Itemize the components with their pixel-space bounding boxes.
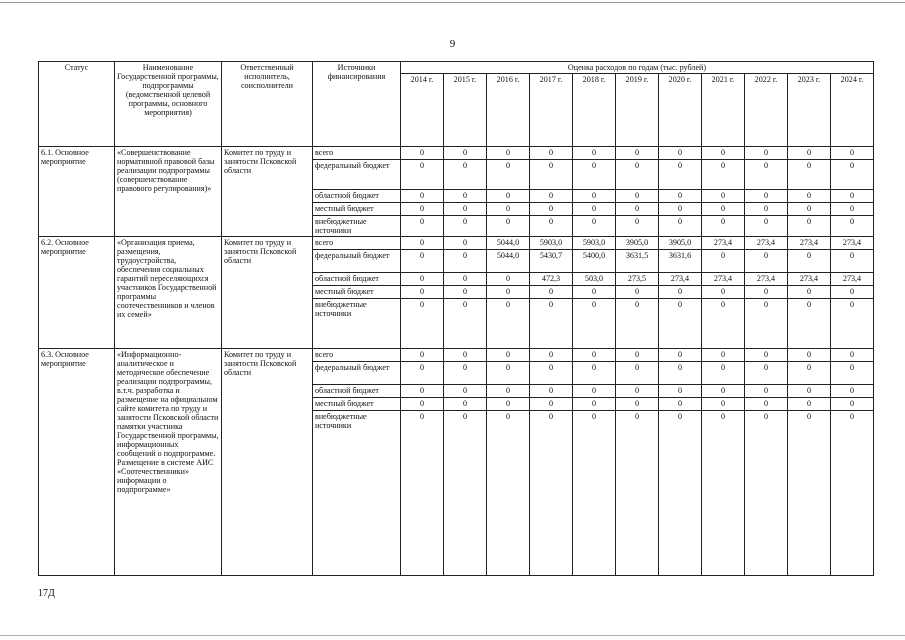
cell-value: 0 xyxy=(487,160,530,190)
cell-value: 0 xyxy=(487,147,530,160)
cell-value: 0 xyxy=(444,190,487,203)
cell-value: 0 xyxy=(702,160,745,190)
cell-value: 273,4 xyxy=(788,237,831,250)
cell-value: 0 xyxy=(401,216,444,237)
cell-value: 0 xyxy=(444,398,487,411)
header-executor: Ответственный исполнитель, соисполнители xyxy=(222,62,313,147)
cell-value: 5044,0 xyxy=(487,237,530,250)
cell-value: 0 xyxy=(487,273,530,286)
cell-value: 0 xyxy=(831,250,874,273)
row-source: всего xyxy=(313,349,401,362)
row-source: внебюджетные источники xyxy=(313,299,401,349)
cell-value: 0 xyxy=(573,349,616,362)
cell-value: 0 xyxy=(616,160,659,190)
cell-value: 0 xyxy=(831,203,874,216)
cell-value: 0 xyxy=(616,385,659,398)
cell-value: 0 xyxy=(702,362,745,385)
cell-value: 0 xyxy=(444,147,487,160)
cell-value: 0 xyxy=(444,286,487,299)
cell-value: 0 xyxy=(659,362,702,385)
budget-table xyxy=(38,61,874,576)
cell-value: 0 xyxy=(401,160,444,190)
header-estimate: Оценка расходов по годам (тыс. рублей) xyxy=(401,62,874,74)
cell-value: 0 xyxy=(487,190,530,203)
cell-value: 273,4 xyxy=(788,273,831,286)
cell-value: 0 xyxy=(487,216,530,237)
header-year: 2020 г. xyxy=(659,74,702,147)
cell-value: 0 xyxy=(573,398,616,411)
cell-value: 0 xyxy=(616,362,659,385)
cell-value: 3905,0 xyxy=(659,237,702,250)
cell-value: 472,3 xyxy=(530,273,573,286)
row-status: 6.3. Основное мероприятие xyxy=(39,349,115,576)
cell-value: 0 xyxy=(788,385,831,398)
cell-value: 0 xyxy=(616,411,659,576)
cell-value: 0 xyxy=(702,147,745,160)
cell-value: 0 xyxy=(530,286,573,299)
cell-value: 0 xyxy=(487,385,530,398)
row-name: «Информационно-аналитическое и методическое обеспечение реализации подпрограммы, в.т.ч. разработка и размещение на официальном сайте комитета по труду и занятости Псковской области памятки участника Государственной программы, информационных сообщений о подпрограмме. Размещение в системе АИС «Соотечественники» информации о подпрограмме» xyxy=(115,349,222,576)
cell-value: 273,4 xyxy=(745,237,788,250)
cell-value: 0 xyxy=(487,299,530,349)
cell-value: 0 xyxy=(788,299,831,349)
cell-value: 503,0 xyxy=(573,273,616,286)
header-year: 2022 г. xyxy=(745,74,788,147)
cell-value: 0 xyxy=(831,349,874,362)
cell-value: 0 xyxy=(573,299,616,349)
cell-value: 0 xyxy=(401,286,444,299)
cell-value: 0 xyxy=(702,190,745,203)
scan-edge-top xyxy=(0,2,905,3)
cell-value: 0 xyxy=(745,299,788,349)
cell-value: 5903,0 xyxy=(573,237,616,250)
cell-value: 0 xyxy=(401,299,444,349)
cell-value: 0 xyxy=(745,362,788,385)
cell-value: 0 xyxy=(616,190,659,203)
header-status: Статус xyxy=(39,62,115,147)
cell-value: 0 xyxy=(659,216,702,237)
cell-value: 273,4 xyxy=(831,237,874,250)
cell-value: 0 xyxy=(659,160,702,190)
cell-value: 0 xyxy=(616,398,659,411)
cell-value: 0 xyxy=(745,250,788,273)
row-name: «Организация приема, размещения, трудоустройства, обеспечения социальных гарантий переселяющихся участников Государственной программы соотечественников и членов их семей» xyxy=(115,237,222,349)
cell-value: 0 xyxy=(401,190,444,203)
cell-value: 273,4 xyxy=(745,273,788,286)
cell-value: 0 xyxy=(401,273,444,286)
cell-value: 0 xyxy=(573,203,616,216)
cell-value: 0 xyxy=(745,385,788,398)
cell-value: 0 xyxy=(444,349,487,362)
cell-value: 0 xyxy=(530,398,573,411)
cell-value: 0 xyxy=(788,190,831,203)
row-source: областной бюджет xyxy=(313,385,401,398)
cell-value: 0 xyxy=(401,385,444,398)
row-source: федеральный бюджет xyxy=(313,250,401,273)
cell-value: 0 xyxy=(702,203,745,216)
cell-value: 0 xyxy=(702,385,745,398)
cell-value: 273,4 xyxy=(702,273,745,286)
table-row xyxy=(39,237,874,250)
cell-value: 0 xyxy=(659,203,702,216)
cell-value: 0 xyxy=(659,349,702,362)
cell-value: 0 xyxy=(745,349,788,362)
header-year: 2016 г. xyxy=(487,74,530,147)
cell-value: 0 xyxy=(530,362,573,385)
page-number: 9 xyxy=(449,38,456,50)
header-year: 2024 г. xyxy=(831,74,874,147)
cell-value: 0 xyxy=(659,147,702,160)
cell-value: 273,4 xyxy=(702,237,745,250)
cell-value: 0 xyxy=(616,286,659,299)
header-year: 2018 г. xyxy=(573,74,616,147)
cell-value: 0 xyxy=(659,411,702,576)
cell-value: 0 xyxy=(530,299,573,349)
cell-value: 0 xyxy=(831,286,874,299)
cell-value: 0 xyxy=(444,250,487,273)
scan-edge-bottom xyxy=(0,635,905,636)
cell-value: 0 xyxy=(573,286,616,299)
cell-value: 0 xyxy=(444,237,487,250)
cell-value: 0 xyxy=(573,411,616,576)
cell-value: 0 xyxy=(831,385,874,398)
cell-value: 0 xyxy=(659,398,702,411)
cell-value: 0 xyxy=(573,147,616,160)
cell-value: 0 xyxy=(444,216,487,237)
row-source: внебюджетные источники xyxy=(313,411,401,576)
cell-value: 0 xyxy=(788,286,831,299)
cell-value: 0 xyxy=(659,385,702,398)
cell-value: 0 xyxy=(573,160,616,190)
cell-value: 0 xyxy=(745,203,788,216)
row-source: всего xyxy=(313,237,401,250)
cell-value: 3631,5 xyxy=(616,250,659,273)
cell-value: 0 xyxy=(831,190,874,203)
cell-value: 0 xyxy=(401,349,444,362)
cell-value: 0 xyxy=(487,362,530,385)
cell-value: 0 xyxy=(530,216,573,237)
cell-value: 0 xyxy=(573,190,616,203)
cell-value: 0 xyxy=(788,216,831,237)
header-year: 2014 г. xyxy=(401,74,444,147)
row-source: всего xyxy=(313,147,401,160)
cell-value: 0 xyxy=(745,398,788,411)
cell-value: 0 xyxy=(831,160,874,190)
header-year: 2015 г. xyxy=(444,74,487,147)
row-source: местный бюджет xyxy=(313,398,401,411)
cell-value: 0 xyxy=(401,398,444,411)
cell-value: 0 xyxy=(444,411,487,576)
header-name: Наименование Государственной программы, подпрограммы (ведомственной целевой программы, основного мероприятия) xyxy=(115,62,222,147)
cell-value: 0 xyxy=(702,411,745,576)
cell-value: 0 xyxy=(573,385,616,398)
cell-value: 0 xyxy=(401,362,444,385)
cell-value: 0 xyxy=(401,237,444,250)
cell-value: 0 xyxy=(530,160,573,190)
cell-value: 0 xyxy=(444,299,487,349)
cell-value: 0 xyxy=(745,286,788,299)
document-code: 17Д xyxy=(38,588,55,599)
cell-value: 5430,7 xyxy=(530,250,573,273)
cell-value: 0 xyxy=(530,411,573,576)
cell-value: 0 xyxy=(401,411,444,576)
cell-value: 0 xyxy=(788,147,831,160)
cell-value: 0 xyxy=(788,203,831,216)
cell-value: 0 xyxy=(487,411,530,576)
cell-value: 0 xyxy=(831,362,874,385)
header-year: 2023 г. xyxy=(788,74,831,147)
header-sources: Источники финансирования xyxy=(313,62,401,147)
table-row xyxy=(39,349,874,362)
cell-value: 0 xyxy=(616,203,659,216)
row-source: местный бюджет xyxy=(313,203,401,216)
cell-value: 0 xyxy=(616,299,659,349)
cell-value: 273,4 xyxy=(831,273,874,286)
cell-value: 0 xyxy=(444,385,487,398)
cell-value: 0 xyxy=(659,286,702,299)
row-source: областной бюджет xyxy=(313,273,401,286)
cell-value: 0 xyxy=(831,299,874,349)
cell-value: 0 xyxy=(831,216,874,237)
header-year: 2019 г. xyxy=(616,74,659,147)
row-source: федеральный бюджет xyxy=(313,160,401,190)
cell-value: 0 xyxy=(401,250,444,273)
table-row xyxy=(39,147,874,160)
cell-value: 0 xyxy=(702,398,745,411)
cell-value: 0 xyxy=(659,299,702,349)
cell-value: 0 xyxy=(702,216,745,237)
cell-value: 0 xyxy=(702,299,745,349)
cell-value: 0 xyxy=(788,250,831,273)
cell-value: 0 xyxy=(487,398,530,411)
cell-value: 0 xyxy=(616,147,659,160)
cell-value: 0 xyxy=(745,190,788,203)
cell-value: 0 xyxy=(788,160,831,190)
cell-value: 0 xyxy=(487,349,530,362)
cell-value: 0 xyxy=(401,203,444,216)
cell-value: 0 xyxy=(401,147,444,160)
cell-value: 0 xyxy=(616,216,659,237)
cell-value: 0 xyxy=(530,349,573,362)
cell-value: 0 xyxy=(444,362,487,385)
cell-value: 0 xyxy=(444,160,487,190)
cell-value: 0 xyxy=(573,362,616,385)
cell-value: 0 xyxy=(444,203,487,216)
cell-value: 0 xyxy=(745,160,788,190)
header-year: 2017 г. xyxy=(530,74,573,147)
row-name: «Совершенствование нормативной правовой базы реализации подпрограммы (совершенствование правового регулирования)» xyxy=(115,147,222,237)
cell-value: 0 xyxy=(831,411,874,576)
cell-value: 0 xyxy=(487,286,530,299)
cell-value: 0 xyxy=(659,190,702,203)
cell-value: 0 xyxy=(487,203,530,216)
cell-value: 0 xyxy=(745,411,788,576)
cell-value: 0 xyxy=(788,411,831,576)
cell-value: 0 xyxy=(788,349,831,362)
cell-value: 0 xyxy=(573,216,616,237)
row-source: внебюджетные источники xyxy=(313,216,401,237)
cell-value: 0 xyxy=(745,216,788,237)
cell-value: 5400,0 xyxy=(573,250,616,273)
cell-value: 0 xyxy=(788,362,831,385)
row-status: 6.2. Основное мероприятие xyxy=(39,237,115,349)
header-year: 2021 г. xyxy=(702,74,745,147)
cell-value: 5903,0 xyxy=(530,237,573,250)
row-executor: Комитет по труду и занятости Псковской области xyxy=(222,349,313,576)
cell-value: 0 xyxy=(616,349,659,362)
cell-value: 0 xyxy=(530,147,573,160)
row-source: федеральный бюджет xyxy=(313,362,401,385)
row-executor: Комитет по труду и занятости Псковской области xyxy=(222,237,313,349)
row-executor: Комитет по труду и занятости Псковской области xyxy=(222,147,313,237)
cell-value: 273,5 xyxy=(616,273,659,286)
cell-value: 0 xyxy=(788,398,831,411)
cell-value: 3905,0 xyxy=(616,237,659,250)
cell-value: 0 xyxy=(530,190,573,203)
cell-value: 5044,0 xyxy=(487,250,530,273)
cell-value: 0 xyxy=(530,385,573,398)
cell-value: 0 xyxy=(745,147,788,160)
cell-value: 0 xyxy=(702,286,745,299)
row-source: местный бюджет xyxy=(313,286,401,299)
cell-value: 0 xyxy=(831,147,874,160)
cell-value: 273,4 xyxy=(659,273,702,286)
cell-value: 0 xyxy=(702,250,745,273)
cell-value: 0 xyxy=(702,349,745,362)
cell-value: 0 xyxy=(530,203,573,216)
row-source: областной бюджет xyxy=(313,190,401,203)
cell-value: 0 xyxy=(444,273,487,286)
row-status: 6.1. Основное мероприятие xyxy=(39,147,115,237)
cell-value: 3631,6 xyxy=(659,250,702,273)
cell-value: 0 xyxy=(831,398,874,411)
